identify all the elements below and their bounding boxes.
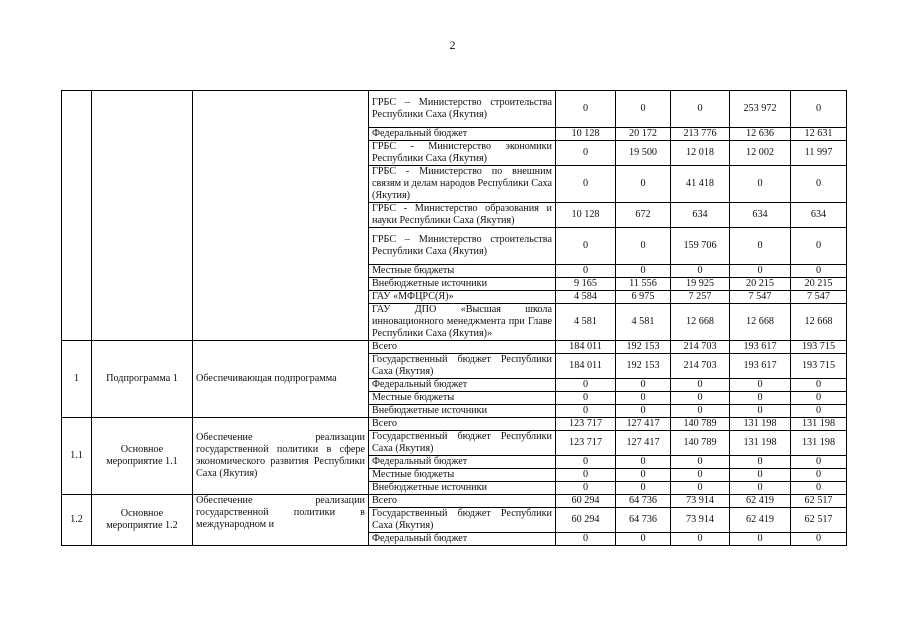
value-cell: 0 — [556, 91, 616, 128]
funding-source: Местные бюджеты — [369, 392, 556, 405]
value-cell: 12 668 — [730, 304, 791, 341]
value-cell: 12 668 — [671, 304, 730, 341]
value-cell: 0 — [791, 533, 847, 546]
value-cell: 193 715 — [791, 341, 847, 354]
value-cell: 64 736 — [616, 508, 671, 533]
value-cell: 12 668 — [791, 304, 847, 341]
value-cell: 6 975 — [616, 291, 671, 304]
value-cell: 19 500 — [616, 141, 671, 166]
value-cell: 0 — [556, 482, 616, 495]
row-index: 1 — [62, 341, 92, 418]
value-cell: 634 — [730, 203, 791, 228]
value-cell: 0 — [730, 533, 791, 546]
value-cell: 0 — [556, 533, 616, 546]
value-cell: 41 418 — [671, 166, 730, 203]
program-name: Основное мероприятие 1.2 — [92, 495, 193, 546]
value-cell: 131 198 — [730, 431, 791, 456]
value-cell: 0 — [791, 91, 847, 128]
funding-source: ГАУ ДПО «Высшая школа инновационного менеджмента при Главе Республики Саха (Якутия)» — [369, 304, 556, 341]
value-cell: 7 547 — [791, 291, 847, 304]
funding-source: Местные бюджеты — [369, 265, 556, 278]
value-cell: 0 — [671, 392, 730, 405]
value-cell: 0 — [556, 141, 616, 166]
value-cell: 0 — [671, 482, 730, 495]
row-index — [62, 91, 92, 341]
value-cell: 0 — [616, 482, 671, 495]
funding-source: Федеральный бюджет — [369, 128, 556, 141]
value-cell: 184 011 — [556, 354, 616, 379]
value-cell: 0 — [556, 166, 616, 203]
value-cell: 0 — [556, 392, 616, 405]
table-row — [62, 495, 847, 508]
value-cell: 64 736 — [616, 495, 671, 508]
value-cell: 0 — [616, 533, 671, 546]
value-cell: 213 776 — [671, 128, 730, 141]
value-cell: 0 — [730, 166, 791, 203]
program-name — [92, 91, 193, 341]
value-cell: 184 011 — [556, 341, 616, 354]
value-cell: 131 198 — [791, 418, 847, 431]
value-cell: 12 631 — [791, 128, 847, 141]
value-cell: 0 — [791, 469, 847, 482]
value-cell: 0 — [616, 265, 671, 278]
value-cell: 20 215 — [791, 278, 847, 291]
program-name: Подпрограмма 1 — [92, 341, 193, 418]
value-cell: 634 — [671, 203, 730, 228]
value-cell: 0 — [556, 469, 616, 482]
value-cell: 73 914 — [671, 508, 730, 533]
funding-source: Внебюджетные источники — [369, 278, 556, 291]
value-cell: 0 — [730, 228, 791, 265]
value-cell: 0 — [791, 265, 847, 278]
value-cell: 192 153 — [616, 341, 671, 354]
value-cell: 0 — [671, 405, 730, 418]
funding-source: Государственный бюджет Республики Саха (Якутия) — [369, 431, 556, 456]
value-cell: 0 — [556, 405, 616, 418]
value-cell: 193 715 — [791, 354, 847, 379]
value-cell: 634 — [791, 203, 847, 228]
value-cell: 0 — [791, 392, 847, 405]
value-cell: 4 581 — [616, 304, 671, 341]
value-cell: 0 — [616, 456, 671, 469]
value-cell: 0 — [616, 379, 671, 392]
value-cell: 0 — [671, 456, 730, 469]
table-row — [62, 91, 847, 128]
funding-source: Государственный бюджет Республики Саха (Якутия) — [369, 354, 556, 379]
value-cell: 192 153 — [616, 354, 671, 379]
value-cell: 62 517 — [791, 495, 847, 508]
value-cell: 0 — [730, 456, 791, 469]
value-cell: 7 547 — [730, 291, 791, 304]
value-cell: 12 002 — [730, 141, 791, 166]
funding-source: ГРБС - Министерство экономики Республики Саха (Якутия) — [369, 141, 556, 166]
value-cell: 0 — [616, 392, 671, 405]
funding-source: Государственный бюджет Республики Саха (Якутия) — [369, 508, 556, 533]
value-cell: 0 — [791, 456, 847, 469]
value-cell: 0 — [791, 379, 847, 392]
value-cell: 60 294 — [556, 508, 616, 533]
funding-source: Внебюджетные источники — [369, 405, 556, 418]
value-cell: 60 294 — [556, 495, 616, 508]
value-cell: 0 — [730, 482, 791, 495]
value-cell: 10 128 — [556, 128, 616, 141]
value-cell: 11 997 — [791, 141, 847, 166]
value-cell: 127 417 — [616, 431, 671, 456]
budget-table — [61, 90, 847, 546]
page-number: 2 — [449, 38, 456, 52]
activity-description: Обеспечение реализации государственной политики в сфере экономического развития Республики Саха (Якутия) — [193, 418, 369, 495]
funding-source: Всего — [369, 418, 556, 431]
value-cell: 0 — [671, 533, 730, 546]
value-cell: 0 — [730, 469, 791, 482]
funding-source: ГРБС – Министерство строительства Республики Саха (Якутия) — [369, 91, 556, 128]
funding-source: Федеральный бюджет — [369, 533, 556, 546]
value-cell: 73 914 — [671, 495, 730, 508]
activity-description — [193, 91, 369, 341]
value-cell: 0 — [671, 91, 730, 128]
value-cell: 12 636 — [730, 128, 791, 141]
funding-source: ГРБС - Министерство образования и науки Республики Саха (Якутия) — [369, 203, 556, 228]
value-cell: 0 — [671, 379, 730, 392]
value-cell: 131 198 — [791, 431, 847, 456]
value-cell: 0 — [791, 228, 847, 265]
value-cell: 9 165 — [556, 278, 616, 291]
value-cell: 10 128 — [556, 203, 616, 228]
value-cell: 62 419 — [730, 495, 791, 508]
value-cell: 20 215 — [730, 278, 791, 291]
value-cell: 0 — [671, 469, 730, 482]
value-cell: 0 — [556, 228, 616, 265]
funding-source: Внебюджетные источники — [369, 482, 556, 495]
funding-source: Всего — [369, 495, 556, 508]
value-cell: 193 617 — [730, 341, 791, 354]
value-cell: 4 581 — [556, 304, 616, 341]
value-cell: 0 — [616, 405, 671, 418]
value-cell: 140 789 — [671, 431, 730, 456]
value-cell: 0 — [730, 265, 791, 278]
funding-source: ГАУ «МФЦРС(Я)» — [369, 291, 556, 304]
value-cell: 0 — [791, 405, 847, 418]
value-cell: 123 717 — [556, 431, 616, 456]
funding-source: Местные бюджеты — [369, 469, 556, 482]
funding-source: ГРБС - Министерство по внешним связям и делам народов Республики Саха (Якутия) — [369, 166, 556, 203]
value-cell: 7 257 — [671, 291, 730, 304]
program-name: Основное мероприятие 1.1 — [92, 418, 193, 495]
funding-source: Федеральный бюджет — [369, 379, 556, 392]
table-row — [62, 418, 847, 431]
funding-source: Федеральный бюджет — [369, 456, 556, 469]
value-cell: 159 706 — [671, 228, 730, 265]
value-cell: 123 717 — [556, 418, 616, 431]
value-cell: 0 — [730, 379, 791, 392]
table-row — [62, 341, 847, 354]
value-cell: 0 — [616, 469, 671, 482]
value-cell: 0 — [730, 392, 791, 405]
value-cell: 131 198 — [730, 418, 791, 431]
value-cell: 127 417 — [616, 418, 671, 431]
value-cell: 0 — [616, 228, 671, 265]
row-index: 1.2 — [62, 495, 92, 546]
value-cell: 140 789 — [671, 418, 730, 431]
value-cell: 0 — [616, 91, 671, 128]
value-cell: 672 — [616, 203, 671, 228]
value-cell: 12 018 — [671, 141, 730, 166]
funding-source: ГРБС – Министерство строительства Республики Саха (Якутия) — [369, 228, 556, 265]
activity-description: Обеспечение реализации государственной политики в международном и — [193, 495, 369, 546]
funding-source: Всего — [369, 341, 556, 354]
value-cell: 0 — [556, 379, 616, 392]
value-cell: 0 — [791, 166, 847, 203]
value-cell: 214 703 — [671, 354, 730, 379]
value-cell: 11 556 — [616, 278, 671, 291]
value-cell: 0 — [556, 265, 616, 278]
value-cell: 4 584 — [556, 291, 616, 304]
value-cell: 20 172 — [616, 128, 671, 141]
value-cell: 0 — [671, 265, 730, 278]
value-cell: 19 925 — [671, 278, 730, 291]
value-cell: 0 — [556, 456, 616, 469]
value-cell: 62 517 — [791, 508, 847, 533]
value-cell: 0 — [616, 166, 671, 203]
value-cell: 193 617 — [730, 354, 791, 379]
value-cell: 253 972 — [730, 91, 791, 128]
value-cell: 214 703 — [671, 341, 730, 354]
value-cell: 0 — [730, 405, 791, 418]
value-cell: 62 419 — [730, 508, 791, 533]
row-index: 1.1 — [62, 418, 92, 495]
value-cell: 0 — [791, 482, 847, 495]
activity-description: Обеспечивающая подпрограмма — [193, 341, 369, 418]
